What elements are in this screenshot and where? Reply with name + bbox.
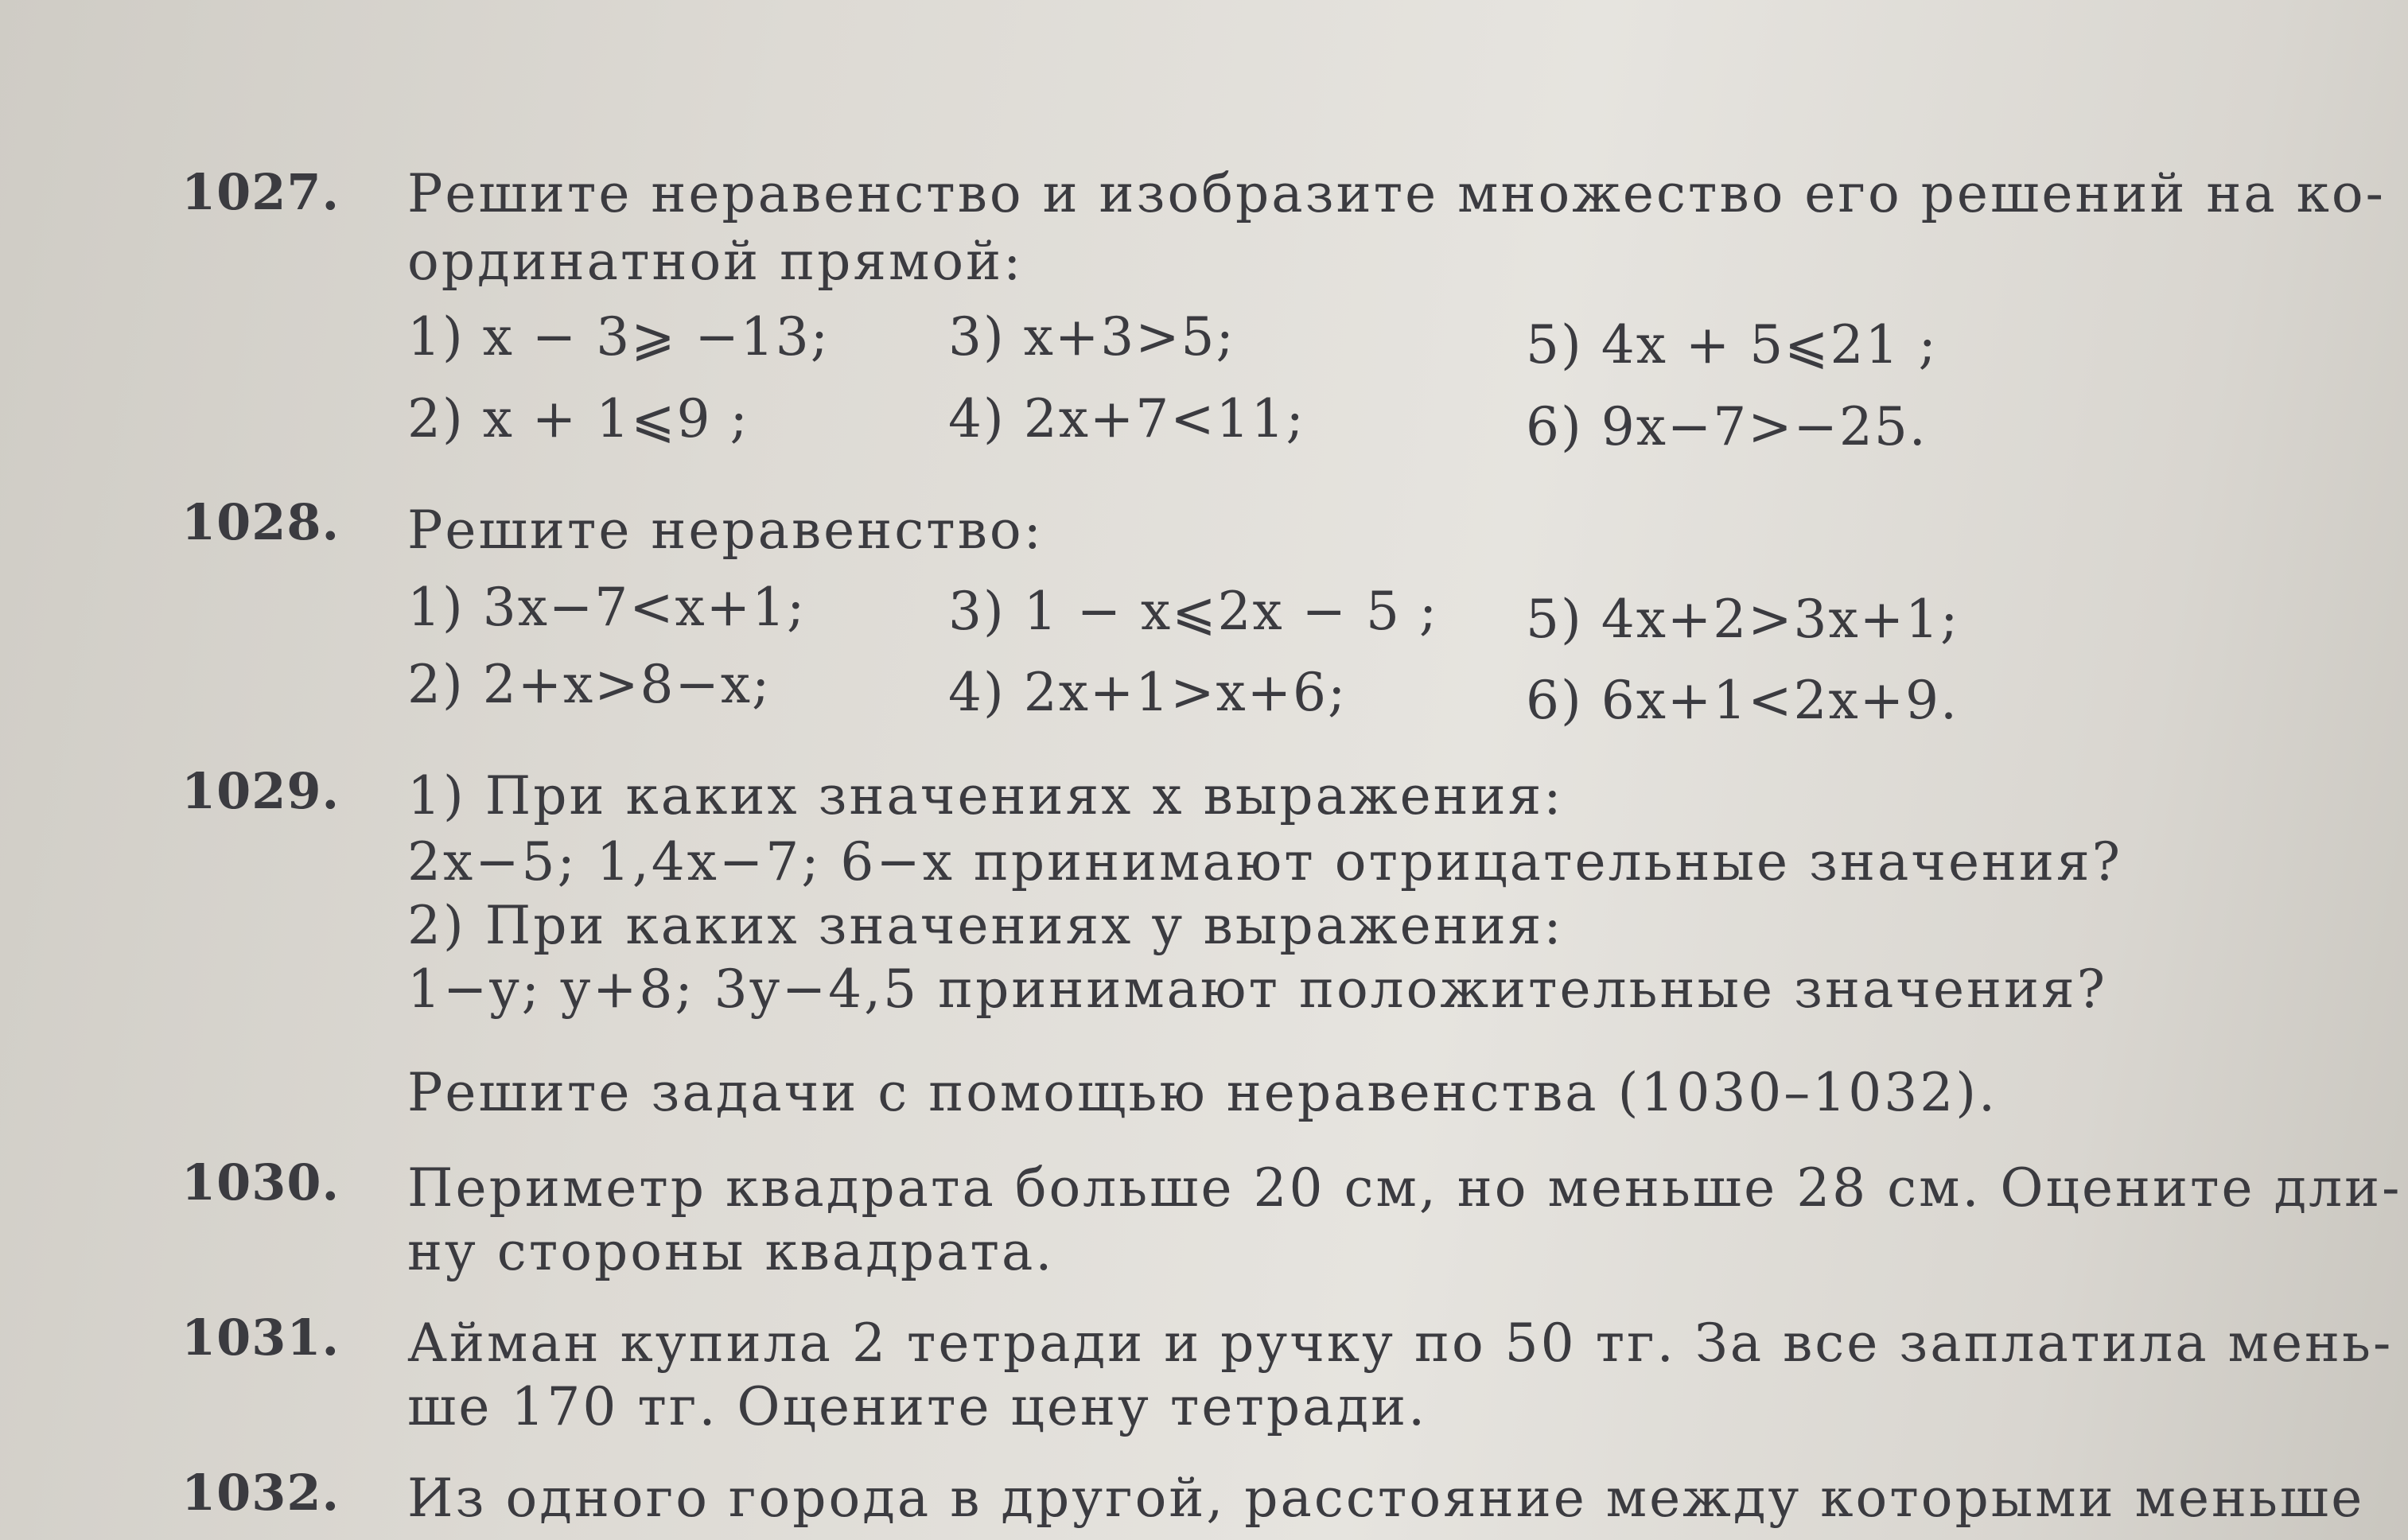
problem-text-line: 1) При каких значениях x выражения:: [407, 765, 1564, 826]
exercise-item: 2) 2+x>8−x;: [407, 654, 772, 715]
section-heading: Решите задачи с помощью неравенства (1030–1032).: [407, 1062, 1998, 1123]
problem-number: 1031.: [181, 1309, 340, 1367]
problem-text-line: ше 170 тг. Оцените цену тетради.: [407, 1376, 1428, 1437]
exercise-item: 2) x + 1⩽9 ;: [407, 388, 749, 449]
exercise-item: 1) 3x−7<x+1;: [407, 577, 807, 638]
problem-text-line: Решите неравенство и изобразите множество его решений на ко-: [407, 163, 2386, 224]
problem-text-line: 2) При каких значениях y выражения:: [407, 895, 1564, 956]
problem-number: 1028.: [181, 493, 340, 551]
problem-text-line: Решите неравенство:: [407, 500, 1044, 561]
problem-number: 1032.: [181, 1464, 340, 1522]
exercise-item: 6) 6x+1<2x+9.: [1526, 670, 1959, 731]
exercise-item: 4) 2x+7<11;: [948, 388, 1305, 449]
problem-text-line: ординатной прямой:: [407, 231, 1024, 292]
problem-text-line: Из одного города в другой, расстояние между которыми меньше: [407, 1468, 2365, 1529]
exercise-item: 3) 1 − x⩽2x − 5 ;: [948, 581, 1439, 642]
problem-text-line: Периметр квадрата больше 20 см, но меньше 28 см. Оцените дли-: [407, 1157, 2402, 1219]
problem-number: 1027.: [181, 163, 340, 221]
exercise-item: 3) x+3>5;: [948, 306, 1235, 368]
problem-text-line: Айман купила 2 тетради и ручку по 50 тг. За все заплатила мень-: [407, 1312, 2394, 1374]
problem-number: 1029.: [181, 762, 340, 820]
problem-text-line: ну стороны квадрата.: [407, 1221, 1055, 1282]
exercise-item: 5) 4x+2>3x+1;: [1526, 589, 1960, 650]
exercise-item: 4) 2x+1>x+6;: [948, 662, 1348, 723]
problem-number: 1030.: [181, 1153, 340, 1211]
exercise-item: 6) 9x−7>−25.: [1526, 396, 1928, 457]
exercise-item: 5) 4x + 5⩽21 ;: [1526, 314, 1938, 375]
problem-text-line: 2x−5; 1,4x−7; 6−x принимают отрицательные значения?: [407, 831, 2123, 892]
exercise-item: 1) x − 3⩾ −13;: [407, 306, 830, 368]
problem-text-line: 1−y; y+8; 3y−4,5 принимают положительные значения?: [407, 959, 2108, 1020]
